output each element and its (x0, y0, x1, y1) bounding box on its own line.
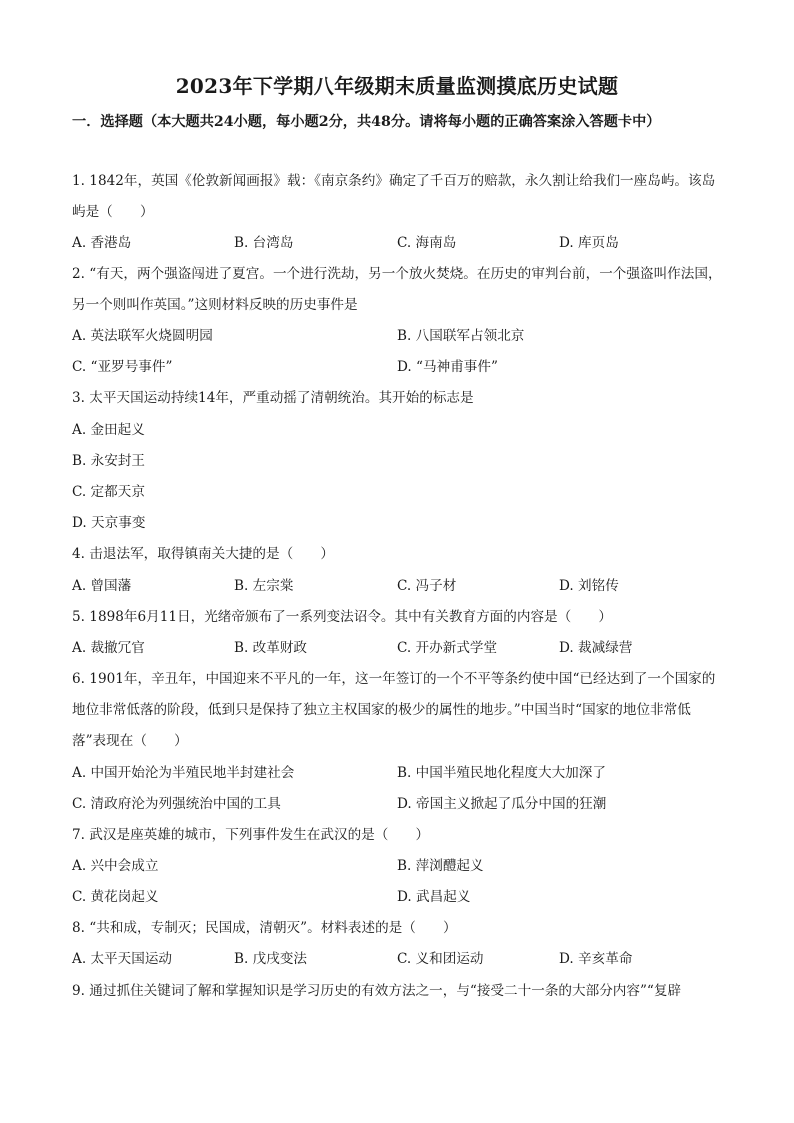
option-c[interactable]: C. “亚罗号事件” (72, 359, 173, 375)
option-c[interactable]: C. 开办新式学堂 (397, 640, 498, 656)
option-c[interactable]: C. 清政府沦为列强统治中国的工具 (72, 796, 281, 812)
question-1-options (72, 228, 724, 259)
option-d[interactable]: D. 刘铭传 (559, 578, 619, 594)
question-5-options (72, 633, 724, 664)
question-8 (72, 913, 724, 944)
option-c[interactable]: C. 义和团运动 (397, 951, 484, 967)
option-c[interactable]: C. 海南岛 (397, 235, 457, 251)
question-stem: 7. 武汉是座英雄的城市，下列事件发生在武汉的是（ ） (72, 827, 430, 843)
option-a[interactable]: A. 裁撤冗官 (72, 640, 145, 656)
option-b[interactable]: B. 永安封王 (72, 453, 146, 469)
question-stem: 8. “共和成，专制灭；民国成，清朝灭”。材料表述的是（ ） (72, 920, 457, 936)
option-d[interactable]: D. “马神甫事件” (397, 359, 498, 375)
question-3-option-a-row (72, 415, 724, 446)
question-stem: 9. 通过抓住关键词了解和掌握知识是学习历史的有效方法之一，与“接受二十一条的大部分内容”“复辟 (72, 983, 682, 999)
question-3-option-b-row (72, 446, 724, 477)
question-3-option-c-row (72, 477, 724, 508)
question-4-options (72, 571, 724, 602)
option-d[interactable]: D. 辛亥革命 (559, 951, 633, 967)
question-6-options-row1 (72, 758, 724, 789)
option-d[interactable]: D. 天京事变 (72, 515, 146, 531)
question-9 (72, 976, 724, 1007)
question-6-options-row2 (72, 789, 724, 820)
option-b[interactable]: B. 左宗棠 (234, 578, 294, 594)
question-2-options-row2 (72, 352, 724, 383)
option-a[interactable]: A. 曾国藩 (72, 578, 132, 594)
option-b[interactable]: B. 戊戌变法 (234, 951, 308, 967)
page-title: 2023年下学期八年级期末质量监测摸底历史试题 (175, 74, 619, 98)
option-c[interactable]: C. 冯子材 (397, 578, 457, 594)
question-2-options-row1 (72, 321, 724, 352)
option-c[interactable]: C. 定都天京 (72, 484, 145, 500)
option-b[interactable]: B. 八国联军占领北京 (397, 328, 525, 344)
question-7-options-row2 (72, 882, 724, 913)
question-stem: 3. 太平天国运动持续14年，严重动摇了清朝统治。其开始的标志是 (72, 390, 474, 406)
option-d[interactable]: D. 库页岛 (559, 235, 619, 251)
option-d[interactable]: D. 帝国主义掀起了瓜分中国的狂潮 (397, 796, 607, 812)
question-5 (72, 602, 724, 633)
option-a[interactable]: A. 香港岛 (72, 235, 132, 251)
question-3 (72, 383, 724, 414)
question-stem: 6. 1901年，辛丑年，中国迎来不平凡的一年，这一年签订的一个不平等条约使中国“已经达到了一个国家的地位非常低落的阶段，低到只是保持了独立主权国家的极少的属性的地步。”中国当时“国家的地位非常低落”表现在（ ） (72, 671, 716, 749)
option-a[interactable]: A. 兴中会成立 (72, 858, 159, 874)
option-b[interactable]: B. 中国半殖民地化程度大大加深了 (397, 765, 606, 781)
option-a[interactable]: A. 金田起义 (72, 422, 145, 438)
question-stem: 1. 1842年，英国《伦敦新闻画报》载：《南京条约》确定了千百万的赔款，永久割让给我们一座岛屿。该岛屿是（ ） (72, 173, 716, 220)
option-c[interactable]: C. 黄花岗起义 (72, 889, 159, 905)
question-stem: 4. 击退法军，取得镇南关大捷的是（ ） (72, 546, 334, 562)
option-b[interactable]: B. 萍浏醴起义 (397, 858, 484, 874)
option-b[interactable]: B. 台湾岛 (234, 235, 294, 251)
question-stem: 5. 1898年6月11日，光绪帝颁布了一系列变法诏令。其中有关教育方面的内容是（ ） (72, 609, 613, 625)
option-a[interactable]: A. 中国开始沦为半殖民地半封建社会 (72, 765, 295, 781)
question-1 (72, 166, 724, 228)
question-3-option-d-row (72, 508, 724, 539)
option-a[interactable]: A. 太平天国运动 (72, 951, 173, 967)
option-d[interactable]: D. 武昌起义 (397, 889, 471, 905)
question-7 (72, 820, 724, 851)
question-4 (72, 539, 724, 570)
option-d[interactable]: D. 裁减绿营 (559, 640, 633, 656)
question-stem: 2. “有天，两个强盗闯进了夏宫。一个进行洗劫，另一个放火焚烧。在历史的审判台前，一个强盗叫作法国，另一个则叫作英国。”这则材料反映的历史事件是 (72, 266, 722, 313)
question-2 (72, 259, 724, 321)
section-heading: 一．选择题（本大题共24小题，每小题2分，共48分。请将每小题的正确答案涂入答题卡中） (72, 114, 661, 130)
question-6 (72, 664, 724, 757)
option-a[interactable]: A. 英法联军火烧圆明园 (72, 328, 213, 344)
question-7-options-row1 (72, 851, 724, 882)
question-8-options (72, 944, 724, 975)
option-b[interactable]: B. 改革财政 (234, 640, 308, 656)
